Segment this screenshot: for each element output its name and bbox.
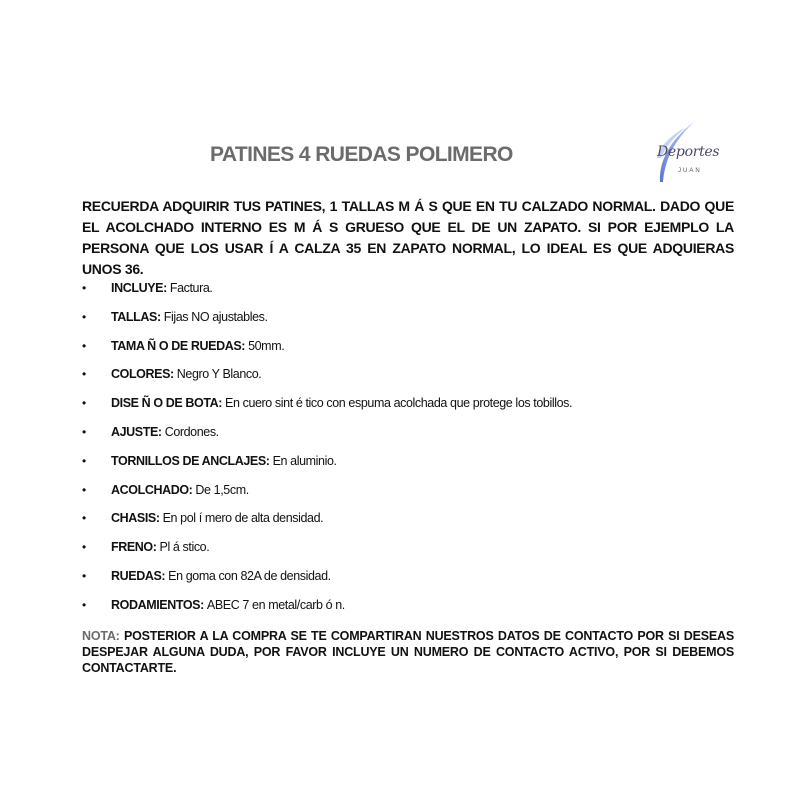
feature-item <box>82 538 732 567</box>
bullet-icon: • <box>82 453 86 468</box>
feature-value: De 1,5cm. <box>195 482 249 497</box>
feature-item <box>82 452 732 481</box>
document-title: PATINES 4 RUEDAS POLIMERO <box>210 143 513 166</box>
feature-value: Pl á stico. <box>159 540 210 555</box>
feature-value: Fijas NO ajustables. <box>163 309 268 324</box>
feature-item <box>82 509 732 538</box>
feature-value: Negro Y Blanco. <box>176 367 262 382</box>
feature-label: RUEDAS: <box>111 568 166 583</box>
feature-item <box>82 481 732 510</box>
bullet-icon: • <box>82 309 86 324</box>
feature-value: En goma con 82A de densidad. <box>168 568 331 583</box>
feature-item <box>82 279 732 308</box>
logo-sub-text: JUAN <box>678 168 702 174</box>
feature-value: Factura. <box>169 281 213 295</box>
note-label: NOTA: <box>82 629 120 643</box>
feature-item <box>82 365 732 394</box>
brand-logo <box>645 118 725 188</box>
bullet-icon: • <box>82 338 86 353</box>
feature-label: FRENO: <box>111 540 157 555</box>
bullet-icon: • <box>82 482 86 497</box>
note-text: POSTERIOR A LA COMPRA SE TE COMPARTIRAN NUESTROS DATOS DE CONTACTO POR SI DESEAS DESPEJAR ALGUNA DUDA, POR FAVOR INCLUYE UN NUMERO DE CONTACTO ACTIVO, POR SI DEBEMOS CONTACTARTE. <box>82 629 734 675</box>
bullet-icon: • <box>82 424 86 439</box>
bullet-icon: • <box>82 597 86 612</box>
feature-label: TORNILLOS DE ANCLAJES: <box>111 453 270 468</box>
feature-label: TALLAS: <box>111 309 161 324</box>
feature-label: INCLUYE: <box>111 281 167 295</box>
intro-paragraph: RECUERDA ADQUIRIR TUS PATINES, 1 TALLAS M Á S QUE EN TU CALZADO NORMAL. DADO QUE EL ACOLCHADO INTERNO ES M Á S GRUESO QUE EL DE UN ZAPATO. SI POR EJEMPLO LA PERSONA QUE LOS USAR Í A CALZA 35 EN ZAPATO NORMAL, LO IDEAL ES QUE ADQUIERAS UNOS 36. <box>82 198 734 277</box>
feature-value: En pol í mero de alta densidad. <box>162 511 324 526</box>
bullet-icon: • <box>82 568 86 583</box>
feature-label: CHASIS: <box>111 511 160 526</box>
logo-script-text: Deportes <box>657 144 720 160</box>
feature-item <box>82 567 732 596</box>
feature-item <box>82 596 732 625</box>
feature-value: 50mm. <box>248 338 285 353</box>
feature-value: Cordones. <box>164 424 219 439</box>
feature-label: AJUSTE: <box>111 424 162 439</box>
feature-item <box>82 423 732 452</box>
feature-label: COLORES: <box>111 367 174 382</box>
bullet-icon: • <box>82 511 86 526</box>
bullet-icon: • <box>82 540 86 555</box>
feature-label: TAMA Ñ O DE RUEDAS: <box>111 338 246 353</box>
feature-value: ABEC 7 en metal/carb ó n. <box>206 597 345 612</box>
bullet-icon: • <box>82 367 86 382</box>
bullet-icon: • <box>82 396 86 411</box>
feature-item <box>82 394 732 423</box>
feature-label: DISE Ñ O DE BOTA: <box>111 396 223 411</box>
feature-item <box>82 308 732 337</box>
feature-list <box>82 279 732 625</box>
feature-item <box>82 337 732 366</box>
feature-label: ACOLCHADO: <box>111 482 193 497</box>
feature-value: En cuero sint é tico con espuma acolchada que protege los tobillos. <box>225 396 573 411</box>
feature-value: En aluminio. <box>272 453 337 468</box>
feature-label: RODAMIENTOS: <box>111 597 204 612</box>
note-paragraph <box>82 628 734 676</box>
bullet-icon: • <box>82 281 86 295</box>
